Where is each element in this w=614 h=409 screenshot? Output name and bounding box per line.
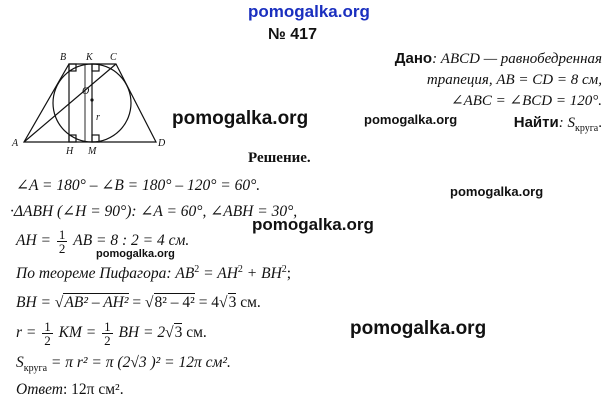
answer-line	[16, 381, 124, 399]
label-h: H	[66, 146, 74, 156]
diagonal-ac	[24, 64, 116, 142]
label-d: D	[158, 138, 166, 149]
watermark-3: pomogalka.org	[450, 184, 544, 199]
solution-heading: Решение.	[248, 150, 311, 166]
label-a: A	[12, 138, 19, 149]
given-label: Дано	[394, 50, 433, 67]
trapezoid-outline	[24, 64, 156, 142]
watermark-2: pomogalka.org	[364, 112, 458, 127]
label-c: C	[110, 52, 117, 63]
given-line2: трапеция, AB = CD = 8 см,	[426, 72, 602, 88]
given-line3: ∠ABC = ∠BCD = 120°.	[451, 93, 602, 109]
label-m: M	[88, 146, 97, 156]
solution-line-2: ·ΔABH (∠H = 90°): ∠A = 60°, ∠ABH = 30°,	[10, 203, 298, 220]
solution-line-6: r = $\frac{1}{2}$ KM = $\frac{1}{2}$ BH = 2√3 см.	[16, 319, 207, 348]
solution-line-5: BH = √AB² – AH² = √8² – 4² = 4√3 см.	[16, 294, 261, 311]
label-k: K	[86, 52, 93, 63]
given-block: Дано: ABCD — равнобедренная трапеция, AB = CD = 8 см, ∠ABC = ∠BCD = 120°. Найти: $S_{круга}$.	[394, 50, 602, 134]
answer-label: Ответ	[16, 381, 63, 398]
label-o: O	[82, 86, 90, 97]
watermark-4: pomogalka.org	[252, 215, 374, 234]
label-r: r	[96, 112, 100, 123]
given-line1: : ABCD — равнобедренная	[432, 51, 602, 67]
watermark-6: pomogalka.org	[350, 318, 487, 339]
solution-line-4: По теореме Пифагора: $AB^2 = AH^2 + BH^2$;	[16, 264, 292, 283]
find-label: Найти	[513, 114, 559, 131]
watermark-1: pomogalka.org	[172, 108, 309, 129]
trapezoid-figure	[8, 48, 168, 156]
watermark-5: pomogalka.org	[96, 248, 175, 260]
site-watermark-top: pomogalka.org	[248, 2, 370, 21]
fraction-half: $\frac{1}{2}$	[58, 227, 66, 256]
solution-line-3: AH = $\frac{1}{2}$ AB = 8 : 2 = 4 см.	[16, 227, 190, 256]
label-b: B	[60, 52, 67, 63]
answer-value: : 12π см².	[62, 381, 124, 398]
solution-line-7: $S_{круга} = \pi$ r² = π (2√3 )² = 12π см².	[16, 354, 231, 375]
solution-line-1: ∠A = 180° – ∠B = 180° – 120° = 60°.	[16, 177, 261, 194]
problem-number: № 417	[268, 26, 317, 43]
